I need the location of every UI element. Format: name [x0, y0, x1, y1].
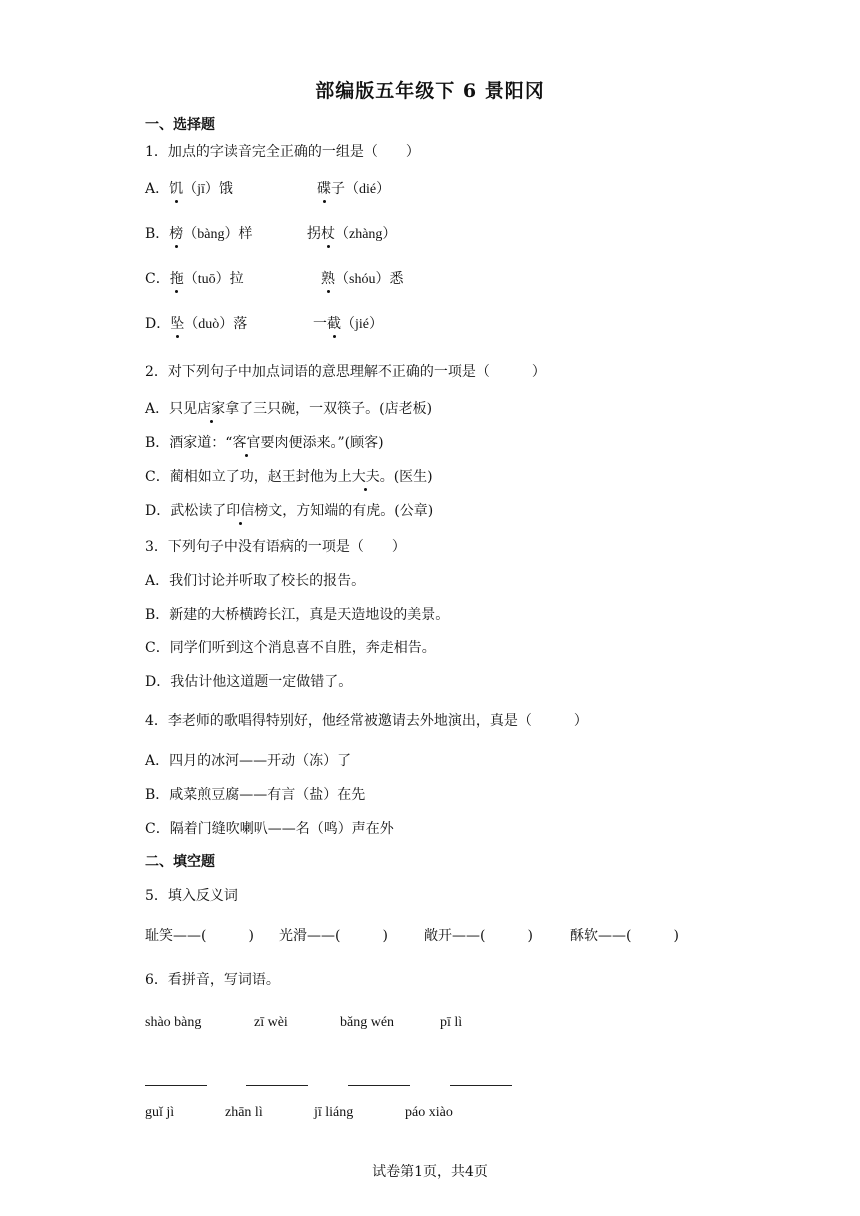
- question-1-stem: 1．加点的字读音完全正确的一组是（ ）: [145, 144, 420, 160]
- page-title: 部编版五年级下 6 景阳冈: [315, 80, 545, 102]
- q3-option-b: B．新建的大桥横跨长江，真是天造地设的美景。: [145, 607, 450, 623]
- dotted-word: 印信: [226, 500, 254, 520]
- antonym-item: 耻笑——( ): [145, 928, 254, 944]
- dotted-word: 店家: [197, 398, 225, 418]
- q3-option-a: A．我们讨论并听取了校长的报告。: [145, 573, 366, 589]
- question-3-stem: 3．下列句子中没有语病的一项是（ ）: [145, 539, 406, 555]
- pinyin-item: bǎng wén: [340, 1015, 395, 1030]
- dotted-char: 坠: [170, 313, 184, 333]
- dotted-char: 拖: [170, 268, 184, 288]
- q1-option-a-right: 碟子（dié）: [317, 178, 390, 198]
- question-5-stem: 5．填入反义词: [145, 888, 238, 904]
- dotted-char: 熟: [321, 268, 335, 288]
- answer-blank: [348, 1074, 410, 1090]
- pinyin-item: pī lì: [440, 1015, 463, 1030]
- q4-option-c: C．隔着门缝吹喇叭——名（鸣）声在外: [145, 821, 394, 837]
- q1-option-c-left: C．拖（tuō）拉: [145, 268, 244, 288]
- dotted-word: 客官: [232, 432, 260, 452]
- answer-blank: [246, 1074, 308, 1090]
- q2-option-b: B．酒家道：“客官要肉便添来。”(顾客): [145, 432, 384, 452]
- q1-option-d-right: 一截（jié）: [313, 313, 383, 333]
- q1-option-c-right: 熟（shóu）悉: [321, 268, 403, 288]
- pinyin-item: jī liáng: [314, 1105, 354, 1120]
- dotted-char: 截: [327, 313, 341, 333]
- question-4-stem: 4．李老师的歌唱得特别好，他经常被邀请去外地演出，真是（ ）: [145, 713, 588, 729]
- q3-option-d: D．我估计他这道题一定做错了。: [145, 674, 353, 690]
- q4-option-a: A．四月的冰河——开动（冻）了: [145, 753, 352, 769]
- dotted-word: 大夫: [352, 466, 380, 486]
- q4-option-b: B．咸菜煎豆腐——有言（盐）在先: [145, 787, 366, 803]
- answer-blank: [145, 1074, 207, 1090]
- q2-option-a: A．只见店家拿了三只碗，一双筷子。(店老板): [145, 398, 432, 418]
- dotted-char: 碟: [317, 178, 331, 198]
- pinyin-item: páo xiào: [405, 1105, 453, 1120]
- section-heading-fill: 二、填空题: [145, 854, 215, 870]
- question-2-stem: 2．对下列句子中加点词语的意思理解不正确的一项是（ ）: [145, 364, 546, 380]
- pinyin-item: guǐ jì: [145, 1105, 175, 1120]
- antonym-item: 光滑——( ): [279, 928, 388, 944]
- antonym-item: 酥软——( ): [570, 928, 679, 944]
- q1-option-d-left: D．坠（duò）落: [145, 313, 247, 333]
- q2-option-c: C．蔺相如立了功，赵王封他为上大夫。(医生): [145, 466, 433, 486]
- q1-option-b-left: B．榜（bàng）样: [145, 223, 253, 243]
- pinyin-item: shào bàng: [145, 1015, 202, 1030]
- q1-option-a-left: A．饥（jī）饿: [145, 178, 233, 198]
- dotted-char: 杖: [321, 223, 335, 243]
- dotted-char: 饥: [169, 178, 183, 198]
- pinyin-item: zhān lì: [225, 1105, 263, 1120]
- page-footer: 试卷第1页，共4页: [372, 1164, 488, 1180]
- question-6-stem: 6．看拼音，写词语。: [145, 972, 280, 988]
- answer-blank: [450, 1074, 512, 1090]
- q2-option-d: D．武松读了印信榜文，方知端的有虎。(公章): [145, 500, 433, 520]
- q1-option-b-right: 拐杖（zhàng）: [307, 223, 396, 243]
- section-heading-choice: 一、选择题: [145, 117, 215, 133]
- antonym-item: 敞开——( ): [424, 928, 533, 944]
- q3-option-c: C．同学们听到这个消息喜不自胜，奔走相告。: [145, 640, 436, 656]
- pinyin-item: zī wèi: [254, 1015, 288, 1030]
- dotted-char: 榜: [169, 223, 183, 243]
